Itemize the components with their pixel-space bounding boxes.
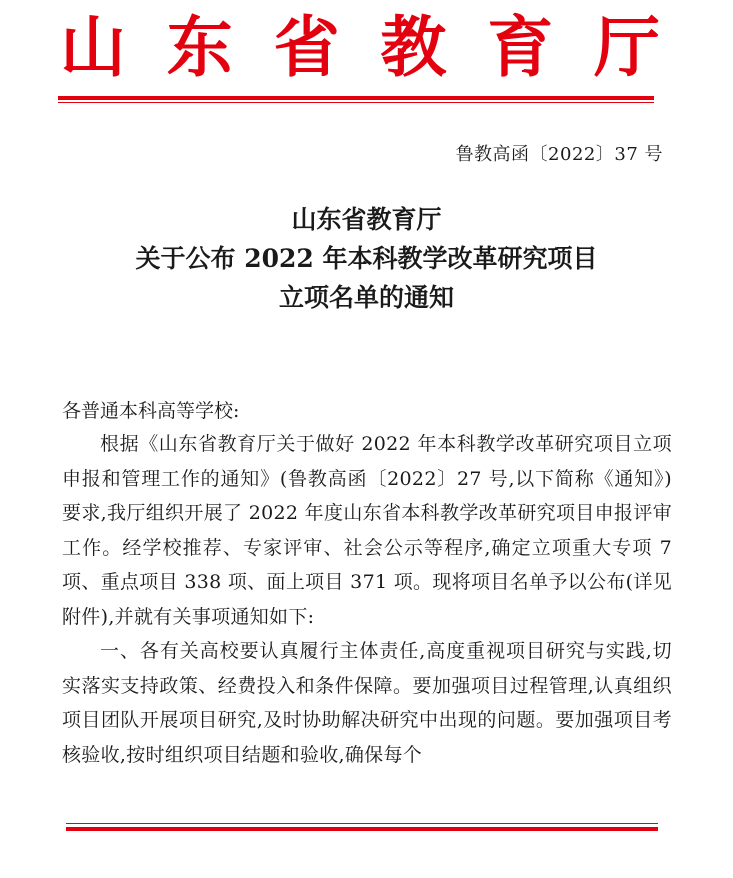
salutation: 各普通本科高等学校: bbox=[62, 400, 240, 422]
footer-rule-thin bbox=[66, 823, 658, 824]
paragraph-1: 根据《山东省教育厅关于做好 2022 年本科教学改革研究项目立项申报和管理工作的通知》(鲁教高函〔2022〕27 号,以下简称《通知》)要求,我厅组织开展了 2022 年度山东省本科教学改革研究项目申报评审工作。经学校推荐、专家评审、社会公示等程序,确定立项重大专项 7 项、重点项目 338 项、面上项目 371 项。现将项目名单予以公布(详见附件),并就有关事项通知如下: bbox=[62, 433, 672, 628]
title-line-2: 关于公布 2022 年本科教学改革研究项目 bbox=[135, 244, 598, 273]
title-line-1: 山东省教育厅 bbox=[291, 205, 442, 234]
masthead-char: 教 bbox=[380, 9, 447, 86]
masthead-rule-thin bbox=[58, 102, 654, 103]
masthead-char: 东 bbox=[166, 9, 233, 86]
document-number: 鲁教高函〔2022〕37 号 bbox=[455, 144, 663, 165]
masthead-char: 山 bbox=[60, 9, 126, 86]
masthead-char: 育 bbox=[487, 9, 554, 86]
masthead-char: 厅 bbox=[593, 9, 660, 86]
footer-rule-thick bbox=[66, 827, 658, 831]
paragraph-2: 一、各有关高校要认真履行主体责任,高度重视项目研究与实践,切实落实支持政策、经费投入和条件保障。要加强项目过程管理,认真组织项目团队开展项目研究,及时协助解决研究中出现的问题。要加强项目考核验收,按时组织项目结题和验收,确保每个 bbox=[62, 640, 672, 766]
masthead-char: 省 bbox=[273, 9, 340, 86]
masthead-title bbox=[60, 8, 660, 88]
masthead-rule-thick bbox=[58, 96, 654, 100]
title-line-3: 立项名单的通知 bbox=[278, 283, 454, 312]
body-text bbox=[62, 427, 672, 772]
